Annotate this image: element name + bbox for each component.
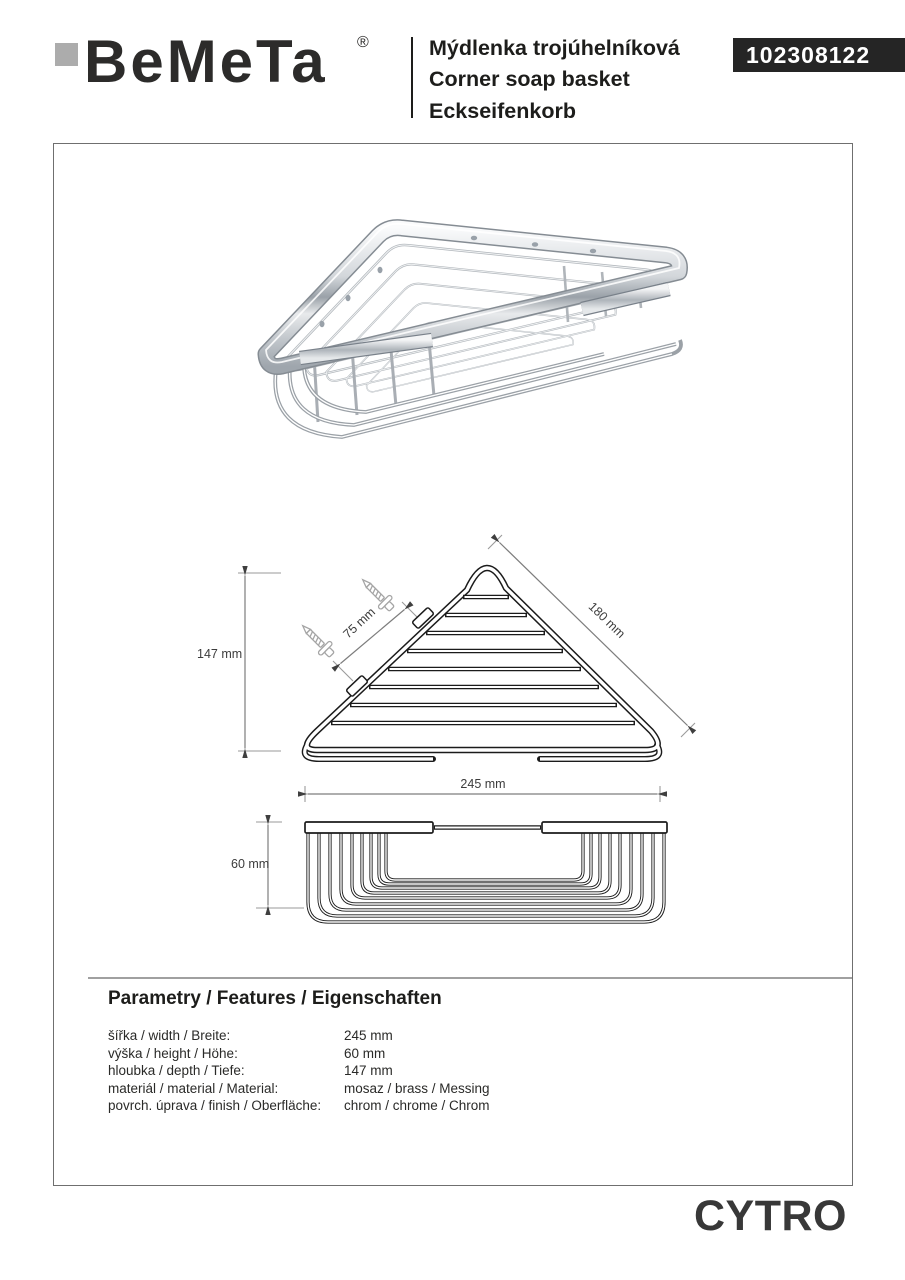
parameters-divider: [88, 977, 852, 979]
registered-mark: ®: [357, 34, 369, 51]
param-label: povrch. úprava / finish / Oberfläche:: [108, 1098, 322, 1114]
table-row: [108, 1027, 708, 1045]
product-title-cs: Mýdlenka trojúhelníková: [429, 36, 680, 60]
dimension-screw-spacing-label: 75 mm: [340, 604, 379, 642]
dimension-width: [305, 777, 660, 802]
dimension-side-label: 180 mm: [585, 599, 628, 641]
table-row: [108, 1097, 708, 1115]
header-divider: [411, 37, 413, 118]
product-title-en: Corner soap basket: [429, 67, 630, 92]
table-row: [108, 1080, 708, 1098]
parameters-heading: Parametry / Features / Eigenschaften: [108, 988, 442, 1009]
dimension-height-label: 60 mm: [231, 857, 270, 871]
param-label: hloubka / depth / Tiefe:: [108, 1063, 245, 1079]
product-titles: [429, 33, 719, 127]
dimension-depth-label: 147 mm: [197, 647, 243, 661]
series-name: CYTRO: [694, 1192, 847, 1240]
parameters-table: [108, 1027, 708, 1115]
dimension-depth: [197, 573, 281, 751]
screw-anchor-icon: [357, 574, 398, 615]
screw-anchor-icon: [297, 620, 338, 661]
product-code-badge: 102308122: [733, 38, 905, 72]
product-photo: [252, 206, 712, 466]
param-value: 60 mm: [344, 1045, 386, 1061]
param-value: 147 mm: [344, 1063, 393, 1079]
dimension-width-label: 245 mm: [460, 777, 506, 791]
brand-logo: BeMeTa: [84, 28, 328, 95]
product-title-de: Eckseifenkorb: [429, 98, 576, 123]
param-value: mosaz / brass / Messing: [344, 1080, 490, 1096]
param-value: chrom / chrome / Chrom: [344, 1098, 490, 1114]
top-view-drawing: [195, 533, 715, 803]
param-value: 245 mm: [344, 1028, 393, 1043]
param-label: výška / height / Höhe:: [108, 1045, 238, 1061]
table-row: [108, 1045, 708, 1063]
param-label: šířka / width / Breite:: [108, 1028, 231, 1043]
param-label: materiál / material / Material:: [108, 1080, 279, 1096]
dimension-height: [231, 822, 304, 908]
logo-square-icon: [55, 43, 78, 66]
table-row: [108, 1062, 708, 1080]
front-view-drawing: [230, 768, 710, 953]
